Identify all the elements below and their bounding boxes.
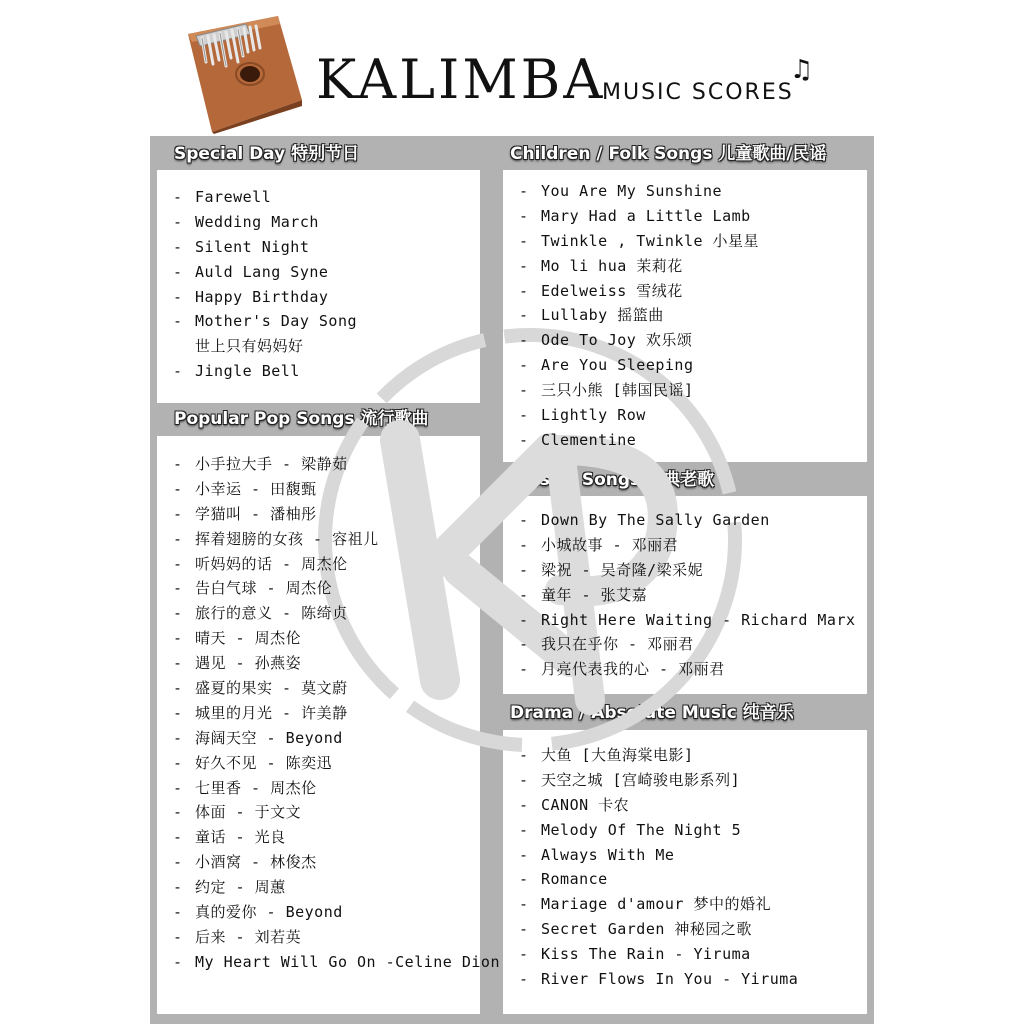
list-item: - 听妈妈的话 - 周杰伦 [173, 554, 348, 573]
list-special-day [173, 185, 357, 384]
list-item: - Lightly Row [519, 406, 646, 425]
list-item: - 好久不见 - 陈奕迅 [173, 753, 333, 772]
list-item: - 学猫叫 - 潘柚彤 [173, 504, 317, 523]
list-item: - 海阔天空 - Beyond [173, 728, 343, 747]
list-item: - 七里香 - 周杰伦 [173, 778, 317, 797]
list-item: - 童年 - 张艾嘉 [519, 585, 648, 604]
list-item: - 约定 - 周蕙 [173, 878, 286, 897]
list-item: - Right Here Waiting - Richard Marx [519, 610, 856, 629]
list-item: - Ode To Joy 欢乐颂 [519, 331, 693, 350]
list-item: - 小幸运 - 田馥甄 [173, 479, 317, 498]
list-item: - 月亮代表我的心 - 邓丽君 [519, 660, 725, 679]
list-item: - 我只在乎你 - 邓丽君 [519, 635, 694, 654]
list-item: - Twinkle , Twinkle 小星星 [519, 231, 760, 250]
list-item: - 童话 - 光良 [173, 828, 286, 847]
list-item: - CANON 卡农 [519, 795, 630, 814]
list-item: - 城里的月光 - 许美静 [173, 703, 348, 722]
list-classic [519, 508, 856, 682]
list-drama [519, 743, 798, 992]
section-title-special-day: Special Day 特别节日 [174, 144, 360, 164]
list-item: - Jingle Bell [173, 359, 357, 384]
list-item: - Auld Lang Syne [173, 260, 357, 285]
list-item: - Melody Of The Night 5 [519, 820, 742, 839]
list-item: - Kiss The Rain - Yiruma [519, 945, 751, 964]
list-item: - 梁祝 - 吴奇隆/梁采妮 [519, 560, 704, 579]
list-item: - Mary Had a Little Lamb [519, 206, 751, 225]
list-item: - 小手拉大手 - 梁静茹 [173, 455, 348, 473]
page-subtitle: MUSIC SCORES [602, 80, 794, 105]
list-item: - 告白气球 - 周杰伦 [173, 579, 333, 598]
list-item: - Down By The Sally Garden [519, 511, 770, 529]
section-title-children: Children / Folk Songs 儿童歌曲/民谣 [510, 144, 827, 164]
list-item: - 小城故事 - 邓丽君 [519, 535, 679, 554]
list-item: - Wedding March [173, 210, 357, 235]
list-item: - You Are My Sunshine [519, 182, 723, 200]
list-item: - Mother's Day Song [173, 309, 357, 334]
bullet-dash: - [173, 287, 183, 306]
list-item: - River Flows In You - Yiruma [519, 970, 799, 989]
list-item: - Secret Garden 神秘园之歌 [519, 920, 752, 939]
list-item: - Edelweiss 雪绒花 [519, 281, 683, 300]
list-item: - 真的爱你 - Beyond [173, 903, 343, 922]
list-item: - Always With Me [519, 845, 675, 864]
list-item: - 遇见 - 孙燕姿 [173, 654, 302, 673]
bullet-dash: - [173, 212, 183, 231]
section-title-drama: Drama / Absolute Music 纯音乐 [510, 703, 794, 723]
page-title: KALIMBA [316, 48, 606, 111]
bullet-dash: - [173, 362, 183, 381]
list-item: - 旅行的意义 - 陈绮贞 [173, 604, 348, 623]
bullet-dash: - [173, 262, 183, 281]
bullet-dash: - [173, 188, 183, 206]
list-item: - Silent Night [173, 235, 357, 260]
list-children [519, 179, 759, 453]
section-title-popular: Popular Pop Songs 流行歌曲 [174, 409, 429, 429]
list-item: - 三只小熊 [韩国民谣] [519, 381, 694, 400]
list-item: - 盛夏的果实 - 莫文蔚 [173, 679, 348, 698]
bullet-dash: - [173, 312, 183, 331]
list-item: - Lullaby 摇篮曲 [519, 306, 664, 325]
section-title-classic: Classic Songs 经典老歌 [510, 470, 715, 490]
list-item: - Romance [519, 870, 608, 889]
list-item: - 后来 - 刘若英 [173, 927, 302, 946]
kalimba-image-icon [184, 12, 304, 134]
list-item: - Are You Sleeping [519, 356, 694, 375]
list-item: - 晴天 - 周杰伦 [173, 629, 302, 648]
list-item: - 小酒窝 - 林俊杰 [173, 853, 317, 872]
list-item: - Clementine [519, 430, 637, 449]
list-item: - Happy Birthday [173, 285, 357, 310]
list-item: - Mariage d'amour 梦中的婚礼 [519, 895, 771, 914]
music-note-icon: ♫ [790, 55, 814, 85]
list-item-continuation: 世上只有妈妈好 [195, 337, 304, 356]
list-item: - 天空之城 [宫崎骏电影系列] [519, 770, 741, 789]
bullet-dash: - [173, 237, 183, 256]
list-item: - Mo li hua 茉莉花 [519, 256, 683, 275]
list-item: - 体面 - 于文文 [173, 803, 302, 822]
list-item: - 大鱼 [大鱼海棠电影] [519, 746, 694, 764]
list-popular [173, 452, 500, 975]
list-item: - 挥着翅膀的女孩 - 容祖儿 [173, 529, 379, 548]
list-item: - Farewell [173, 185, 357, 210]
list-item: - My Heart Will Go On -Celine Dion [173, 952, 500, 971]
